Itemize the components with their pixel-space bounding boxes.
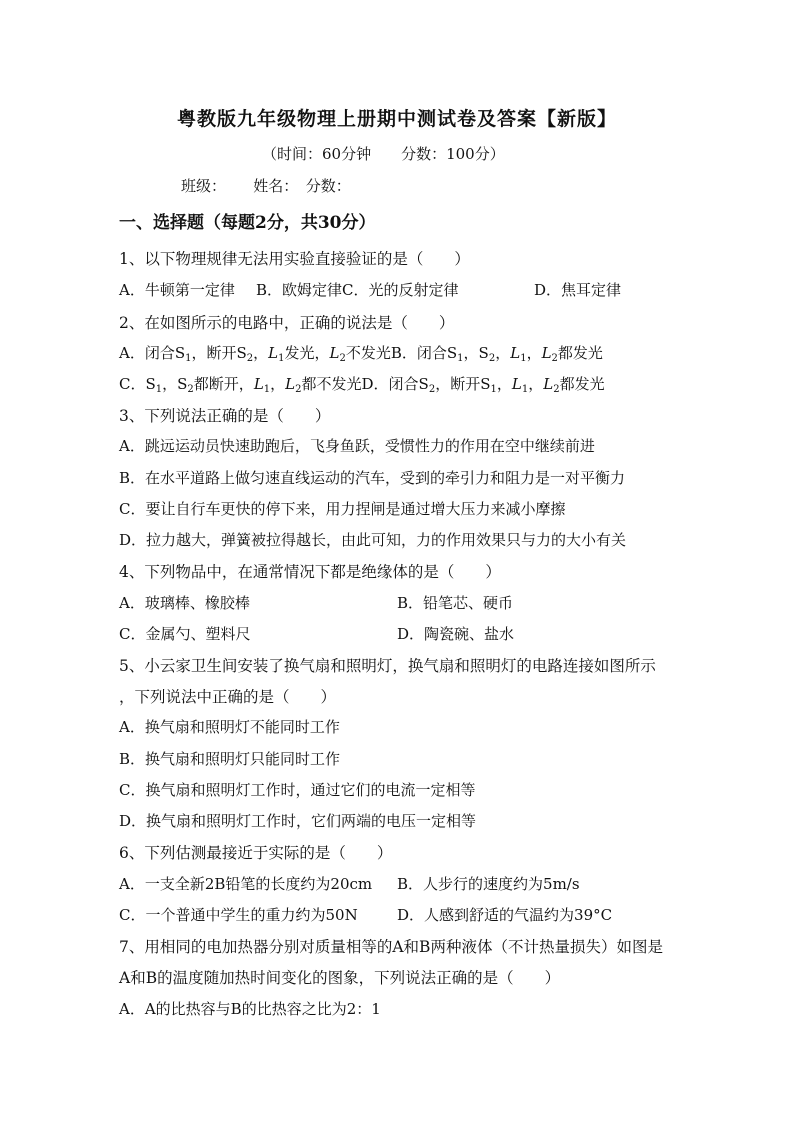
question-5-option-c: C．换气扇和照明灯工作时，通过它们的电流一定相等 — [119, 781, 476, 799]
question-4-option-a: A．玻璃棒、橡胶棒 — [119, 594, 250, 612]
question-1-option-d: D．焦耳定律 — [534, 281, 622, 299]
section-heading: 一、选择题（每题2分，共30分） — [119, 213, 376, 233]
question-6-option-b: B．人步行的速度约为5m/s — [397, 875, 580, 893]
question-4-option-b: B．铅笔芯、硬币 — [397, 594, 514, 612]
question-5-stem-line-2: ，下列说法中正确的是（ ） — [119, 688, 337, 706]
question-1-stem: 1、以下物理规律无法用实验直接验证的是（ ） — [119, 250, 470, 268]
question-6-stem: 6、下列估测最接近于实际的是（ ） — [119, 844, 393, 862]
question-4-stem: 4、下列物品中，在通常情况下都是绝缘体的是（ ） — [119, 563, 501, 581]
question-5-option-d: D．换气扇和照明灯工作时，它们两端的电压一定相等 — [119, 812, 477, 830]
question-4-option-c: C．金属勺、塑料尺 — [119, 625, 251, 643]
question-4-option-d: D．陶瓷碗、盐水 — [397, 625, 515, 643]
question-7-stem-line-2: A和B的温度随加热时间变化的图象，下列说法正确的是（ ） — [119, 969, 561, 987]
question-5-option-b: B．换气扇和照明灯只能同时工作 — [119, 750, 341, 768]
question-6-option-a: A．一支全新2B铅笔的长度约为20cm — [119, 875, 373, 893]
question-1-option-b: B．欧姆定律C．光的反射定律 — [256, 281, 459, 299]
page-title: 粤教版九年级物理上册期中测试卷及答案【新版】 — [176, 108, 617, 130]
exam-meta: （时间：60分钟 分数：100分） — [262, 145, 505, 163]
question-3-option-a: A．跳远运动员快速助跑后，飞身鱼跃，受惯性力的作用在空中继续前进 — [119, 437, 595, 455]
question-3-stem: 3、下列说法正确的是（ ） — [119, 407, 331, 425]
question-2-stem: 2、在如图所示的电路中，正确的说法是（ ） — [119, 314, 455, 332]
question-3-option-b: B．在水平道路上做匀速直线运动的汽车，受到的牵引力和阻力是一对平衡力 — [119, 469, 626, 487]
question-6-option-d: D．人感到舒适的气温约为39°C — [397, 906, 613, 924]
question-3-option-c: C．要让自行车更快的停下来，用力捏闸是通过增大压力来减小摩擦 — [119, 500, 566, 518]
question-6-option-c: C．一个普通中学生的重力约为50N — [119, 906, 358, 924]
question-7-stem-line-1: 7、用相同的电加热器分别对质量相等的A和B两种液体（不计热量损失）如图是 — [119, 938, 663, 956]
student-info: 班级： 姓名： 分数： — [181, 177, 351, 195]
question-2-options-ab: A．闭合$S_1$，断开$S_2$，$L_1$发光，$L_2$不发光B．闭合$S_1$，$S_2$，$L_1$，$L_2$都发光 — [119, 344, 603, 364]
question-3-option-d: D．拉力越大，弹簧被拉得越长，由此可知，力的作用效果只与力的大小有关 — [119, 531, 627, 549]
question-7-option-a: A．A的比热容与B的比热容之比为2：1 — [119, 1000, 381, 1018]
question-5-option-a: A．换气扇和照明灯不能同时工作 — [119, 718, 340, 736]
question-1-option-a: A．牛顿第一定律 — [119, 281, 235, 299]
question-2-options-cd: C．$S_1$，$S_2$都断开，$L_1$，$L_2$都不发光D．闭合$S_2$，断开$S_1$，$L_1$，$L_2$都发光 — [119, 375, 605, 395]
question-5-stem-line-1: 5、小云家卫生间安装了换气扇和照明灯，换气扇和照明灯的电路连接如图所示 — [119, 657, 656, 675]
